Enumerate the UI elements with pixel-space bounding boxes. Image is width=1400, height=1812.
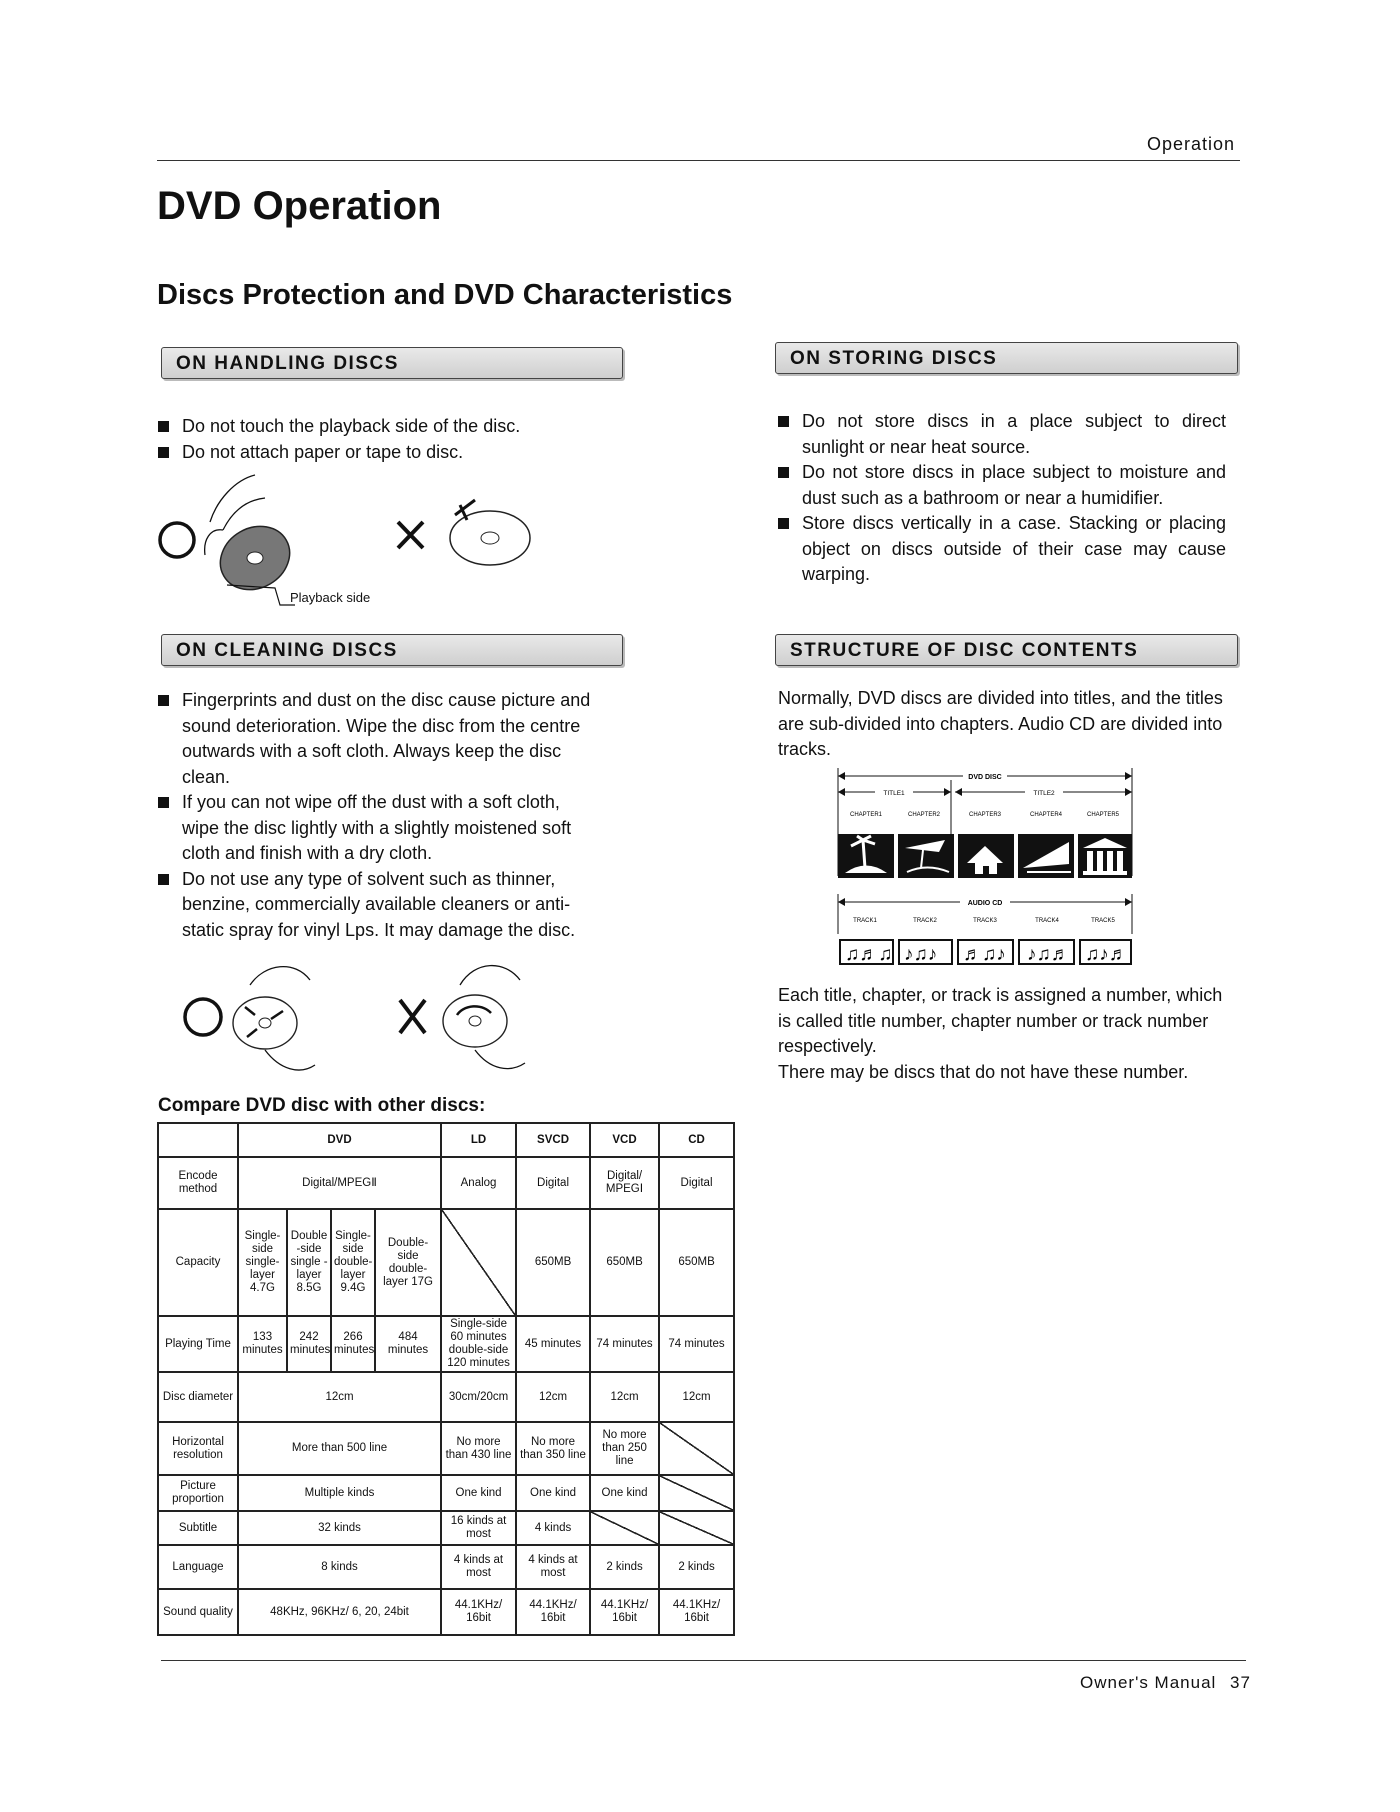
storing-list [778,409,1226,588]
table-cell: 484 minutes [375,1316,441,1372]
table-cell: Single-side single-layer 4.7G [238,1209,287,1316]
disc-label-side-icon [450,511,530,565]
correct-circle-icon [160,523,194,557]
table-cell: 44.1KHz/ 16bit [590,1589,659,1635]
row-label: Capacity [158,1209,238,1316]
hand-icon [250,967,315,1070]
header-rule [157,160,1240,161]
col-dvd: DVD [238,1123,441,1157]
table-row [158,1123,734,1157]
chapter-label: CHAPTER3 [968,812,1002,818]
table-row [158,1475,734,1511]
handling-item: Do not attach paper or tape to disc. [158,440,628,466]
svg-text:♬♫♪: ♬♫♪ [963,944,1006,965]
row-label: Sound quality [158,1589,238,1635]
table-cell: 2 kinds [590,1545,659,1589]
table-cell: 242 minutes [287,1316,331,1372]
svg-text:♪♫♪: ♪♫♪ [904,944,938,965]
table-row [158,1157,734,1209]
svg-text:♫♬♫: ♫♬♫ [845,944,893,965]
table-cell: More than 500 line [238,1422,441,1475]
cleaning-item: Fingerprints and dust on the disc cause picture and sound deterioration. Wipe the disc from the centre outwards with a soft cloth. Always keep the disc clean. [158,688,598,790]
compare-heading: Compare DVD disc with other discs: [158,1095,486,1116]
handling-heading: ON HANDLING DISCS [161,347,623,379]
handling-list [158,414,628,465]
table-cell: 12cm [659,1372,734,1422]
table-cell: 133 minutes [238,1316,287,1372]
compare-table [157,1122,735,1636]
table-cell: 266 minutes [331,1316,375,1372]
audio-cd-label: AUDIO CD [967,900,1003,907]
chapter-label: CHAPTER4 [1029,812,1063,818]
table-cell: 30cm/20cm [441,1372,516,1422]
table-cell: 48KHz, 96KHz/ 6, 20, 24bit [238,1589,441,1635]
playback-side-label: Playback side [290,590,371,605]
table-cell: One kind [516,1475,590,1511]
disc-structure-diagram [835,768,1135,968]
correct-circle-icon [185,999,221,1035]
table-cell: Double-side double-layer 17G [375,1209,441,1316]
track-label: TRACK3 [973,918,997,924]
footer-rule [161,1660,1246,1661]
row-label: Horizontal resolution [158,1422,238,1475]
col-svcd: SVCD [516,1123,590,1157]
track-label: TRACK2 [913,918,937,924]
table-cell: Double -side single -layer 8.5G [287,1209,331,1316]
disc-circular-wipe-icon [443,995,507,1047]
table-row [158,1316,734,1372]
manual-name: Owner's Manual [1080,1673,1217,1692]
table-cell: 4 kinds at most [441,1545,516,1589]
cleaning-item: If you can not wipe off the dust with a soft cloth, wipe the disc lightly with a slightly moistened soft cloth and finish with a dry cloth. [158,790,598,867]
table-cell: 650MB [590,1209,659,1316]
page-footer [1080,1673,1251,1693]
chapter-picture-icons [838,834,1132,878]
table-cell: Multiple kinds [238,1475,441,1511]
running-header: Operation [1147,134,1236,154]
cleaning-item: Do not use any type of solvent such as thinner, benzine, commercially available cleaners or anti-static spray for vinyl Lps. It may damage the disc. [158,867,598,944]
table-cell: 44.1KHz/ 16bit [659,1589,734,1635]
cleaning-heading: ON CLEANING DISCS [161,634,623,666]
table-cell: One kind [441,1475,516,1511]
dvd-disc-label: DVD DISC [968,774,1002,781]
table-cell: 74 minutes [659,1316,734,1372]
table-row [158,1511,734,1545]
table-row [158,1372,734,1422]
chapter-label: CHAPTER2 [907,812,941,818]
cleaning-list [158,688,598,943]
table-cell: 2 kinds [659,1545,734,1589]
structure-intro: Normally, DVD discs are divided into titles, and the titles are sub-divided into chapters. Audio CD are divided into tracks. [778,688,1223,759]
table-cell: Single-side 60 minutes double-side 120 minutes [441,1316,516,1372]
cleaning-illustration [175,955,555,1080]
chapter-label: CHAPTER1 [849,812,883,818]
table-cell: 44.1KHz/ 16bit [441,1589,516,1635]
table-cell: Digital/ MPEGⅠ [590,1157,659,1209]
table-cell: No more than 430 line [441,1422,516,1475]
table-cell: 74 minutes [590,1316,659,1372]
col-vcd: VCD [590,1123,659,1157]
track-label: TRACK4 [1035,918,1059,924]
table-cell: 4 kinds [516,1511,590,1545]
table-row [158,1209,734,1316]
storing-heading: ON STORING DISCS [775,342,1238,374]
handling-illustration [155,470,545,610]
table-row [158,1589,734,1635]
table-cell: Single-side double-layer 9.4G [331,1209,375,1316]
table-cell: No more than 250 line [590,1422,659,1475]
wrong-cross-icon [398,522,423,548]
empty-cell [590,1511,659,1545]
structure-heading: STRUCTURE OF DISC CONTENTS [775,634,1238,666]
empty-cell [441,1209,516,1316]
table-cell: 650MB [516,1209,590,1316]
table-cell: 12cm [590,1372,659,1422]
track-music-icons [840,940,1131,965]
row-label: Subtitle [158,1511,238,1545]
disc-wipe-icon [233,997,297,1049]
page-subtitle: Discs Protection and DVD Characteristics [157,279,733,311]
storing-item: Do not store discs in a place subject to direct sunlight or near heat source. [778,409,1226,460]
table-cell: 45 minutes [516,1316,590,1372]
table-cell: 32 kinds [238,1511,441,1545]
storing-item: Store discs vertically in a case. Stacking or placing object on discs outside of their case may cause warping. [778,511,1226,588]
table-cell: 12cm [516,1372,590,1422]
handling-item: Do not touch the playback side of the disc. [158,414,628,440]
col-cd: CD [659,1123,734,1157]
table-cell: Digital [659,1157,734,1209]
col-ld: LD [441,1123,516,1157]
title1-label: TITLE1 [883,790,905,797]
track-label: TRACK5 [1091,918,1115,924]
empty-cell [659,1422,734,1475]
table-cell: 4 kinds at most [516,1545,590,1589]
svg-text:♫♪♬: ♫♪♬ [1085,944,1128,965]
page-title: DVD Operation [157,184,442,228]
page-number: 37 [1230,1673,1251,1692]
table-cell: Analog [441,1157,516,1209]
table-cell: 8 kinds [238,1545,441,1589]
row-label: Encode method [158,1157,238,1209]
table-cell: 16 kinds at most [441,1511,516,1545]
title2-label: TITLE2 [1033,790,1055,797]
structure-outro-line: Each title, chapter, or track is assigned a number, which is called title number, chapter number or track number respectively. [778,985,1223,1056]
table-row [158,1545,734,1589]
empty-cell [659,1511,734,1545]
table-cell: Digital [516,1157,590,1209]
table-cell: 12cm [238,1372,441,1422]
table-cell: One kind [590,1475,659,1511]
row-label: Language [158,1545,238,1589]
storing-item: Do not store discs in place subject to moisture and dust such as a bathroom or near a humidifier. [778,460,1226,511]
structure-outro-line: There may be discs that do not have these number. [778,1061,1189,1082]
row-label: Picture proportion [158,1475,238,1511]
row-label: Playing Time [158,1316,238,1372]
table-cell: 44.1KHz/ 16bit [516,1589,590,1635]
table-cell: No more than 350 line [516,1422,590,1475]
empty-cell [659,1475,734,1511]
wrong-cross-icon [400,1000,425,1033]
table-cell: 650MB [659,1209,734,1316]
svg-text:♪♫♬: ♪♫♬ [1027,944,1070,965]
table-cell: Digital/MPEGⅡ [238,1157,441,1209]
chapter-label: CHAPTER5 [1086,812,1120,818]
track-label: TRACK1 [853,918,877,924]
structure-outro [778,983,1233,1085]
table-row [158,1422,734,1475]
row-label: Disc diameter [158,1372,238,1422]
table-cell [158,1123,238,1157]
